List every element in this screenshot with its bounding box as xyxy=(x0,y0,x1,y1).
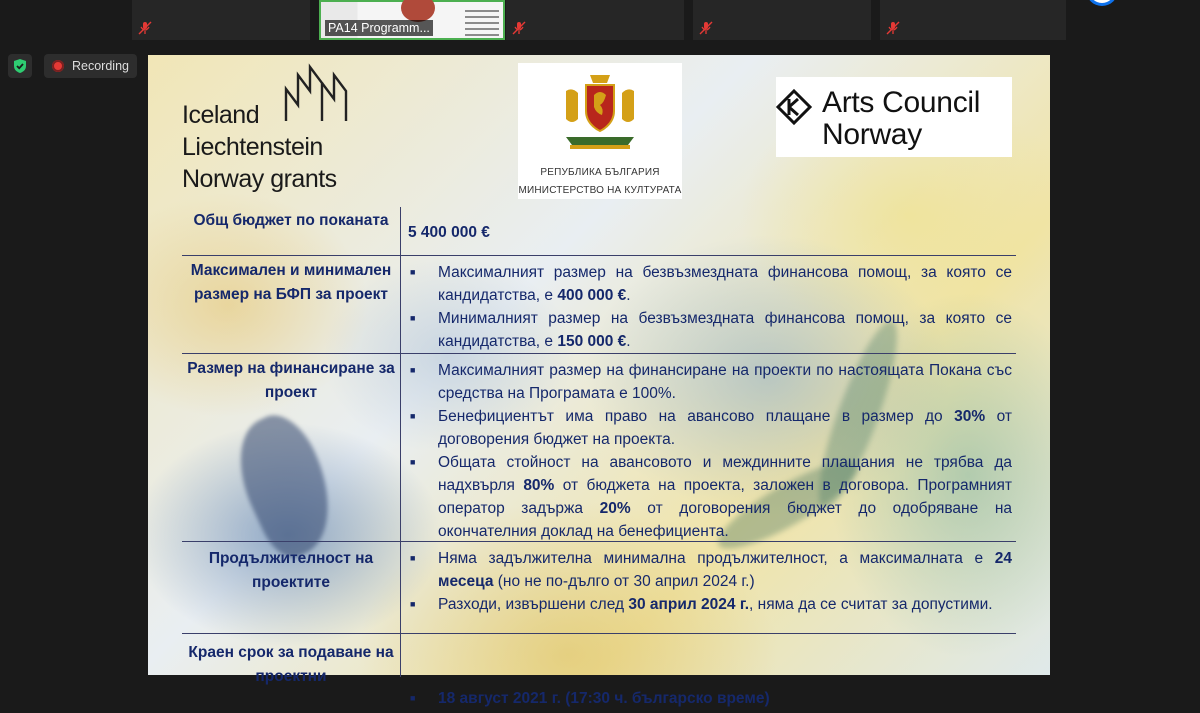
list-item: ■ Общата стойност на авансовото и междинните плащания не трябва да надхвърля 80% от бюджета на проекта, заложен в договора. Програмният оператор задържа 20% от договорения бюджет до одобряване на окончателния доклад на бенефициента. xyxy=(408,451,1012,543)
row-value: 5 400 000 € xyxy=(408,224,490,241)
bulgarian-coat-of-arms-icon xyxy=(556,69,644,157)
muted-mic-icon xyxy=(699,21,713,35)
row-label: Максимален и минимален размер на БФП за проект xyxy=(190,262,392,303)
record-dot-icon xyxy=(52,60,64,72)
arts-council-norway-logo: Arts Council Norway xyxy=(776,77,1012,157)
recording-label: Recording xyxy=(72,59,129,73)
table-row xyxy=(182,207,1016,256)
participant-tile[interactable] xyxy=(880,0,1066,40)
row-label: Продължителност на проектите xyxy=(208,550,374,591)
bullet-list xyxy=(408,359,1012,543)
table-row xyxy=(182,353,1016,542)
list-item: ■ Разходи, извършени след 30 април 2024 г., няма да се считат за допустими. xyxy=(408,593,1012,616)
recording-indicator[interactable] xyxy=(44,54,137,78)
participant-name: PA14 Programm... xyxy=(325,20,433,36)
bullet-list xyxy=(408,261,1012,353)
muted-mic-icon xyxy=(886,21,900,35)
participant-tile[interactable] xyxy=(693,0,871,40)
security-shield-icon[interactable] xyxy=(8,54,32,78)
table-row xyxy=(182,633,1016,713)
table-row xyxy=(182,541,1016,634)
muted-mic-icon xyxy=(512,21,526,35)
row-label: Размер на финансиране за проект xyxy=(187,360,395,401)
bullet-list xyxy=(408,687,1012,710)
participant-strip xyxy=(0,0,1200,40)
list-item: ■ Няма задължителна минимална продължителност, а максималната е 24 месеца (но не по-дълго от 30 април 2024 г.) xyxy=(408,547,1012,593)
arts-council-mark-icon xyxy=(776,89,812,125)
list-item: ■ Максималният размер на безвъзмездната финансова помощ, за която се кандидатства, е 400 000 €. xyxy=(408,261,1012,307)
scroll-participants-button[interactable] xyxy=(1086,0,1118,6)
row-label: Краен срок за подаване на проектни xyxy=(188,644,394,685)
active-speaker-tile[interactable] xyxy=(319,0,505,40)
list-item: ■ 18 август 2021 г. (17:30 ч. българско време) xyxy=(408,687,1012,710)
table-row xyxy=(182,255,1016,354)
muted-mic-icon xyxy=(138,21,152,35)
row-label: Общ бюджет по поканата xyxy=(193,212,389,229)
list-item: ■ Минималният размер на безвъзмездната финансова помощ, за която се кандидатства, е 150 000 €. xyxy=(408,307,1012,353)
eea-grants-logo: Iceland Liechtenstein Norway grants xyxy=(182,65,350,197)
bullet-list xyxy=(408,547,1012,616)
list-item: ■ Максималният размер на финансиране на проекти по настоящата Покана със средства на Програмата е 100%. xyxy=(408,359,1012,405)
ministry-of-culture-logo: РЕПУБЛИКА БЪЛГАРИЯ МИНИСТЕРСТВО НА КУЛТУРАТА xyxy=(518,63,682,199)
shared-slide xyxy=(148,55,1050,707)
list-item: ■ Бенефициентът има право на авансово плащане в размер до 30% от договорения бюджет на проекта. xyxy=(408,405,1012,451)
participant-tile[interactable] xyxy=(132,0,310,40)
participant-tile[interactable] xyxy=(506,0,684,40)
